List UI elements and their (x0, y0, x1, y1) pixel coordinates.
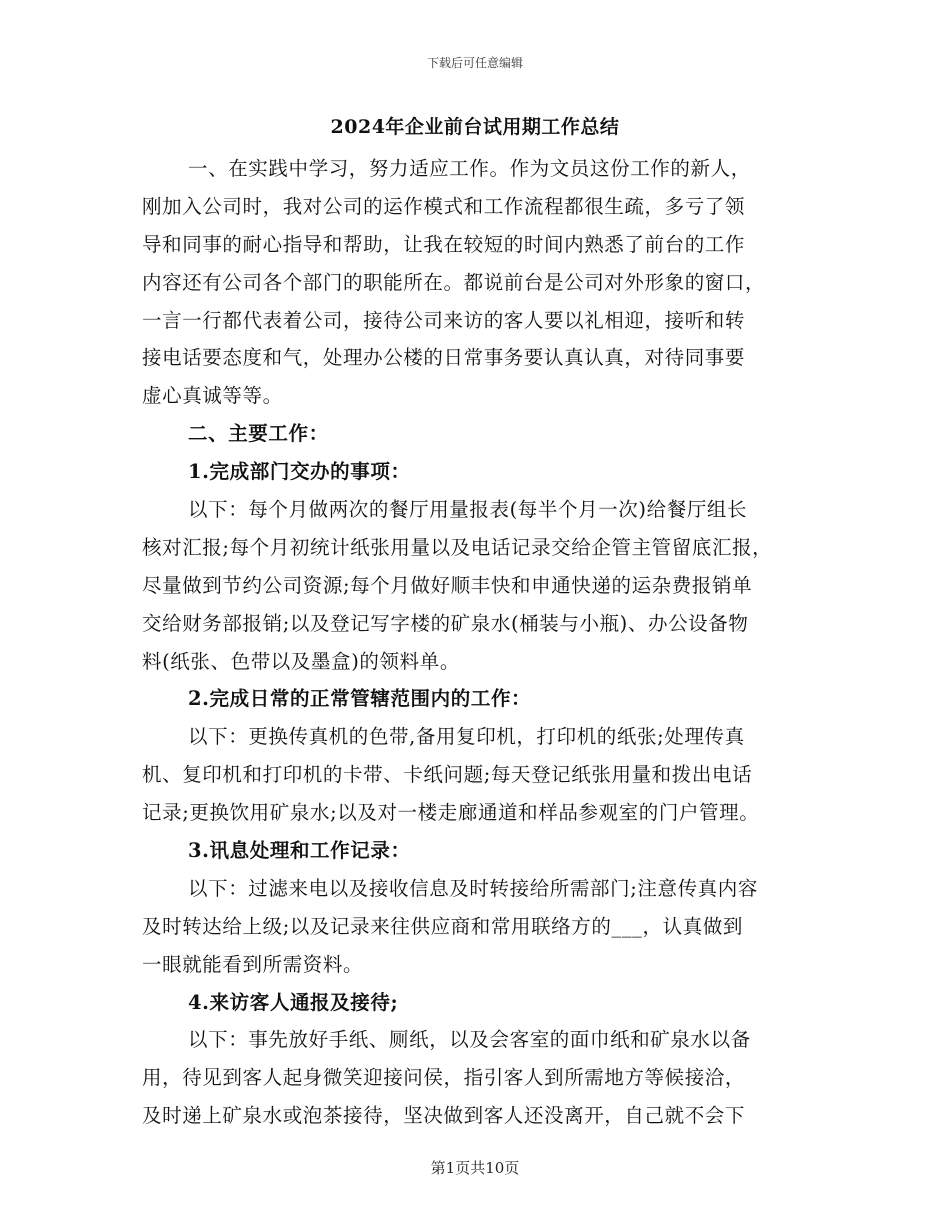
section-heading: 二、主要工作： (188, 422, 329, 446)
body-line: 尽量做到节约公司资源;每个月做好顺丰快和申通快递的运杂费报销单 (142, 573, 753, 597)
body-line: 料(纸张、色带以及墨盒)的领料单。 (142, 649, 460, 673)
body-line: 以下：事先放好手纸、厕纸，以及会客室的面巾纸和矿泉水以备 (188, 1028, 751, 1052)
document-title: 2024年企业前台试用期工作总结 (330, 116, 620, 138)
subsection-heading: 1.完成部门交办的事项： (188, 460, 411, 484)
body-line: 刚加入公司时，我对公司的运作模式和工作流程都很生疏，多亏了领 (142, 194, 746, 218)
body-line: 机、复印机和打印机的卡带、卡纸问题;每天登记纸张用量和拨出电话 (142, 763, 753, 787)
page-footer: 第1页共10页 (430, 1159, 520, 1177)
body-line: 一言一行都代表着公司，接待公司来访的客人要以礼相迎，接听和转 (142, 308, 746, 332)
body-line: 核对汇报;每个月初统计纸张用量以及电话记录交给企管主管留底汇报， (142, 535, 773, 559)
subsection-heading: 3.讯息处理和工作记录： (188, 839, 411, 863)
body-line: 及时转达给上级;以及记录来往供应商和常用联络方的___，认真做到 (142, 914, 744, 938)
body-line: 导和同事的耐心指导和帮助，让我在较短的时间内熟悉了前台的工作 (142, 232, 746, 256)
body-line: 内容还有公司各个部门的职能所在。都说前台是公司对外形象的窗口， (142, 270, 766, 294)
body-line: 以下：过滤来电以及接收信息及时转接给所需部门;注意传真内容 (188, 876, 758, 900)
body-line: 一、在实践中学习，努力适应工作。作为文员这份工作的新人， (188, 157, 751, 180)
body-line: 及时递上矿泉水或泡茶接待，坚决做到客人还没离开，自己就不会下 (142, 1104, 746, 1128)
body-line: 交给财务部报销;以及登记写字楼的矿泉水(桶装与小瓶)、办公设备物 (142, 611, 749, 635)
body-line: 用，待见到客人起身微笑迎接问侯，指引客人到所需地方等候接洽， (142, 1066, 746, 1090)
subsection-heading: 2.完成日常的正常管辖范围内的工作： (188, 687, 532, 711)
body-line: 以下：每个月做两次的餐厅用量报表(每半个月一次)给餐厅组长 (188, 498, 748, 522)
document-body (142, 150, 822, 1135)
subsection-heading: 4.来访客人通报及接待; (188, 990, 399, 1014)
body-line: 虚心真诚等等。 (142, 384, 283, 408)
body-line: 接电话要态度和气，处理办公楼的日常事务要认真认真，对待同事要 (142, 346, 746, 370)
body-line: 一眼就能看到所需资料。 (142, 952, 364, 976)
body-line: 记录;更换饮用矿泉水;以及对一楼走廊通道和样品参观室的门户管理。 (142, 801, 760, 825)
header-note: 下载后可任意编辑 (426, 56, 523, 70)
body-line: 以下：更换传真机的色带,备用复印机，打印机的纸张;处理传真 (188, 725, 745, 749)
